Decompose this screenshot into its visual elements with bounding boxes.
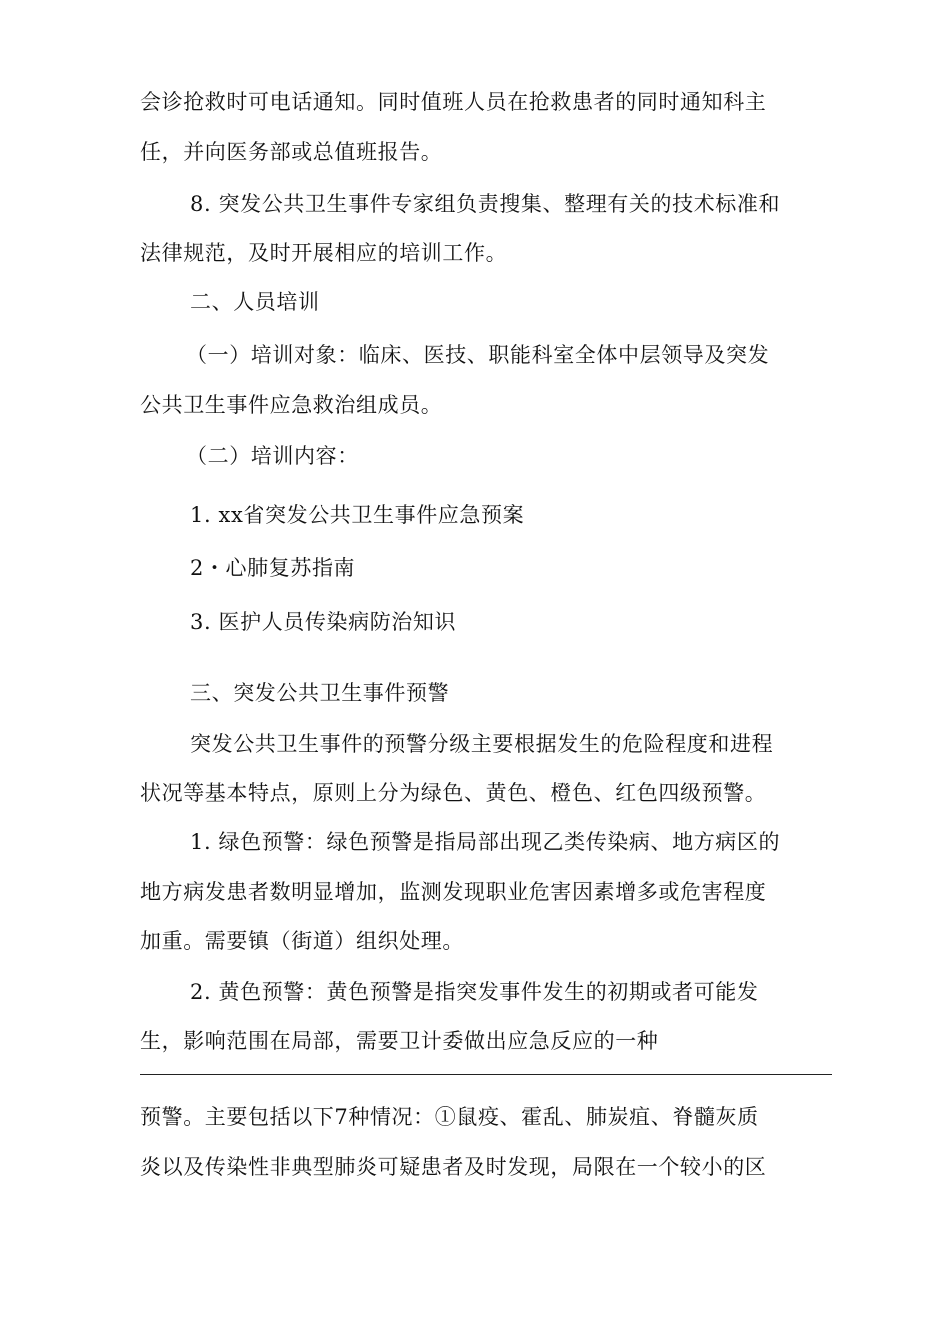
- paragraph-line: 公共卫生事件应急救治组成员。: [140, 393, 443, 417]
- paragraph-line: 加重。需要镇（街道）组织处理。: [140, 929, 464, 953]
- paragraph-line: （二）培训内容：: [186, 444, 359, 468]
- paragraph-line: 2. 黄色预警：黄色预警是指突发事件发生的初期或者可能发: [190, 980, 759, 1004]
- list-item: 3. 医护人员传染病防治知识: [190, 610, 457, 634]
- paragraph-line: （一）培训对象：临床、医技、职能科室全体中层领导及突发: [186, 343, 770, 367]
- paragraph-line: 地方病发患者数明显增加，监测发现职业危害因素增多或危害程度: [140, 880, 767, 904]
- paragraph-line: 8. 突发公共卫生事件专家组负责搜集、整理有关的技术标准和: [190, 192, 781, 216]
- paragraph-line: 会诊抢救时可电话通知。同时值班人员在抢救患者的同时通知科主: [140, 90, 767, 114]
- list-item: 1. xx省突发公共卫生事件应急预案: [190, 503, 525, 527]
- paragraph-line: 任，并向医务部或总值班报告。: [140, 140, 443, 164]
- list-item: 2・心肺复苏指南: [190, 556, 356, 580]
- section-heading: 三、突发公共卫生事件预警: [190, 681, 450, 705]
- paragraph-line: 法律规范，及时开展相应的培训工作。: [140, 241, 508, 265]
- section-heading: 二、人员培训: [190, 290, 320, 314]
- horizontal-rule: [140, 1074, 832, 1075]
- paragraph-line: 1. 绿色预警：绿色预警是指局部出现乙类传染病、地方病区的: [190, 830, 781, 854]
- paragraph-line: 预警。主要包括以下7种情况：①鼠疫、霍乱、肺炭疽、脊髓灰质: [140, 1105, 759, 1129]
- paragraph-line: 炎以及传染性非典型肺炎可疑患者及时发现，局限在一个较小的区: [140, 1155, 767, 1179]
- paragraph-line: 突发公共卫生事件的预警分级主要根据发生的危险程度和进程: [190, 732, 774, 756]
- paragraph-line: 生，影响范围在局部，需要卫计委做出应急反应的一种: [140, 1029, 659, 1053]
- paragraph-line: 状况等基本特点，原则上分为绿色、黄色、橙色、红色四级预警。: [140, 781, 767, 805]
